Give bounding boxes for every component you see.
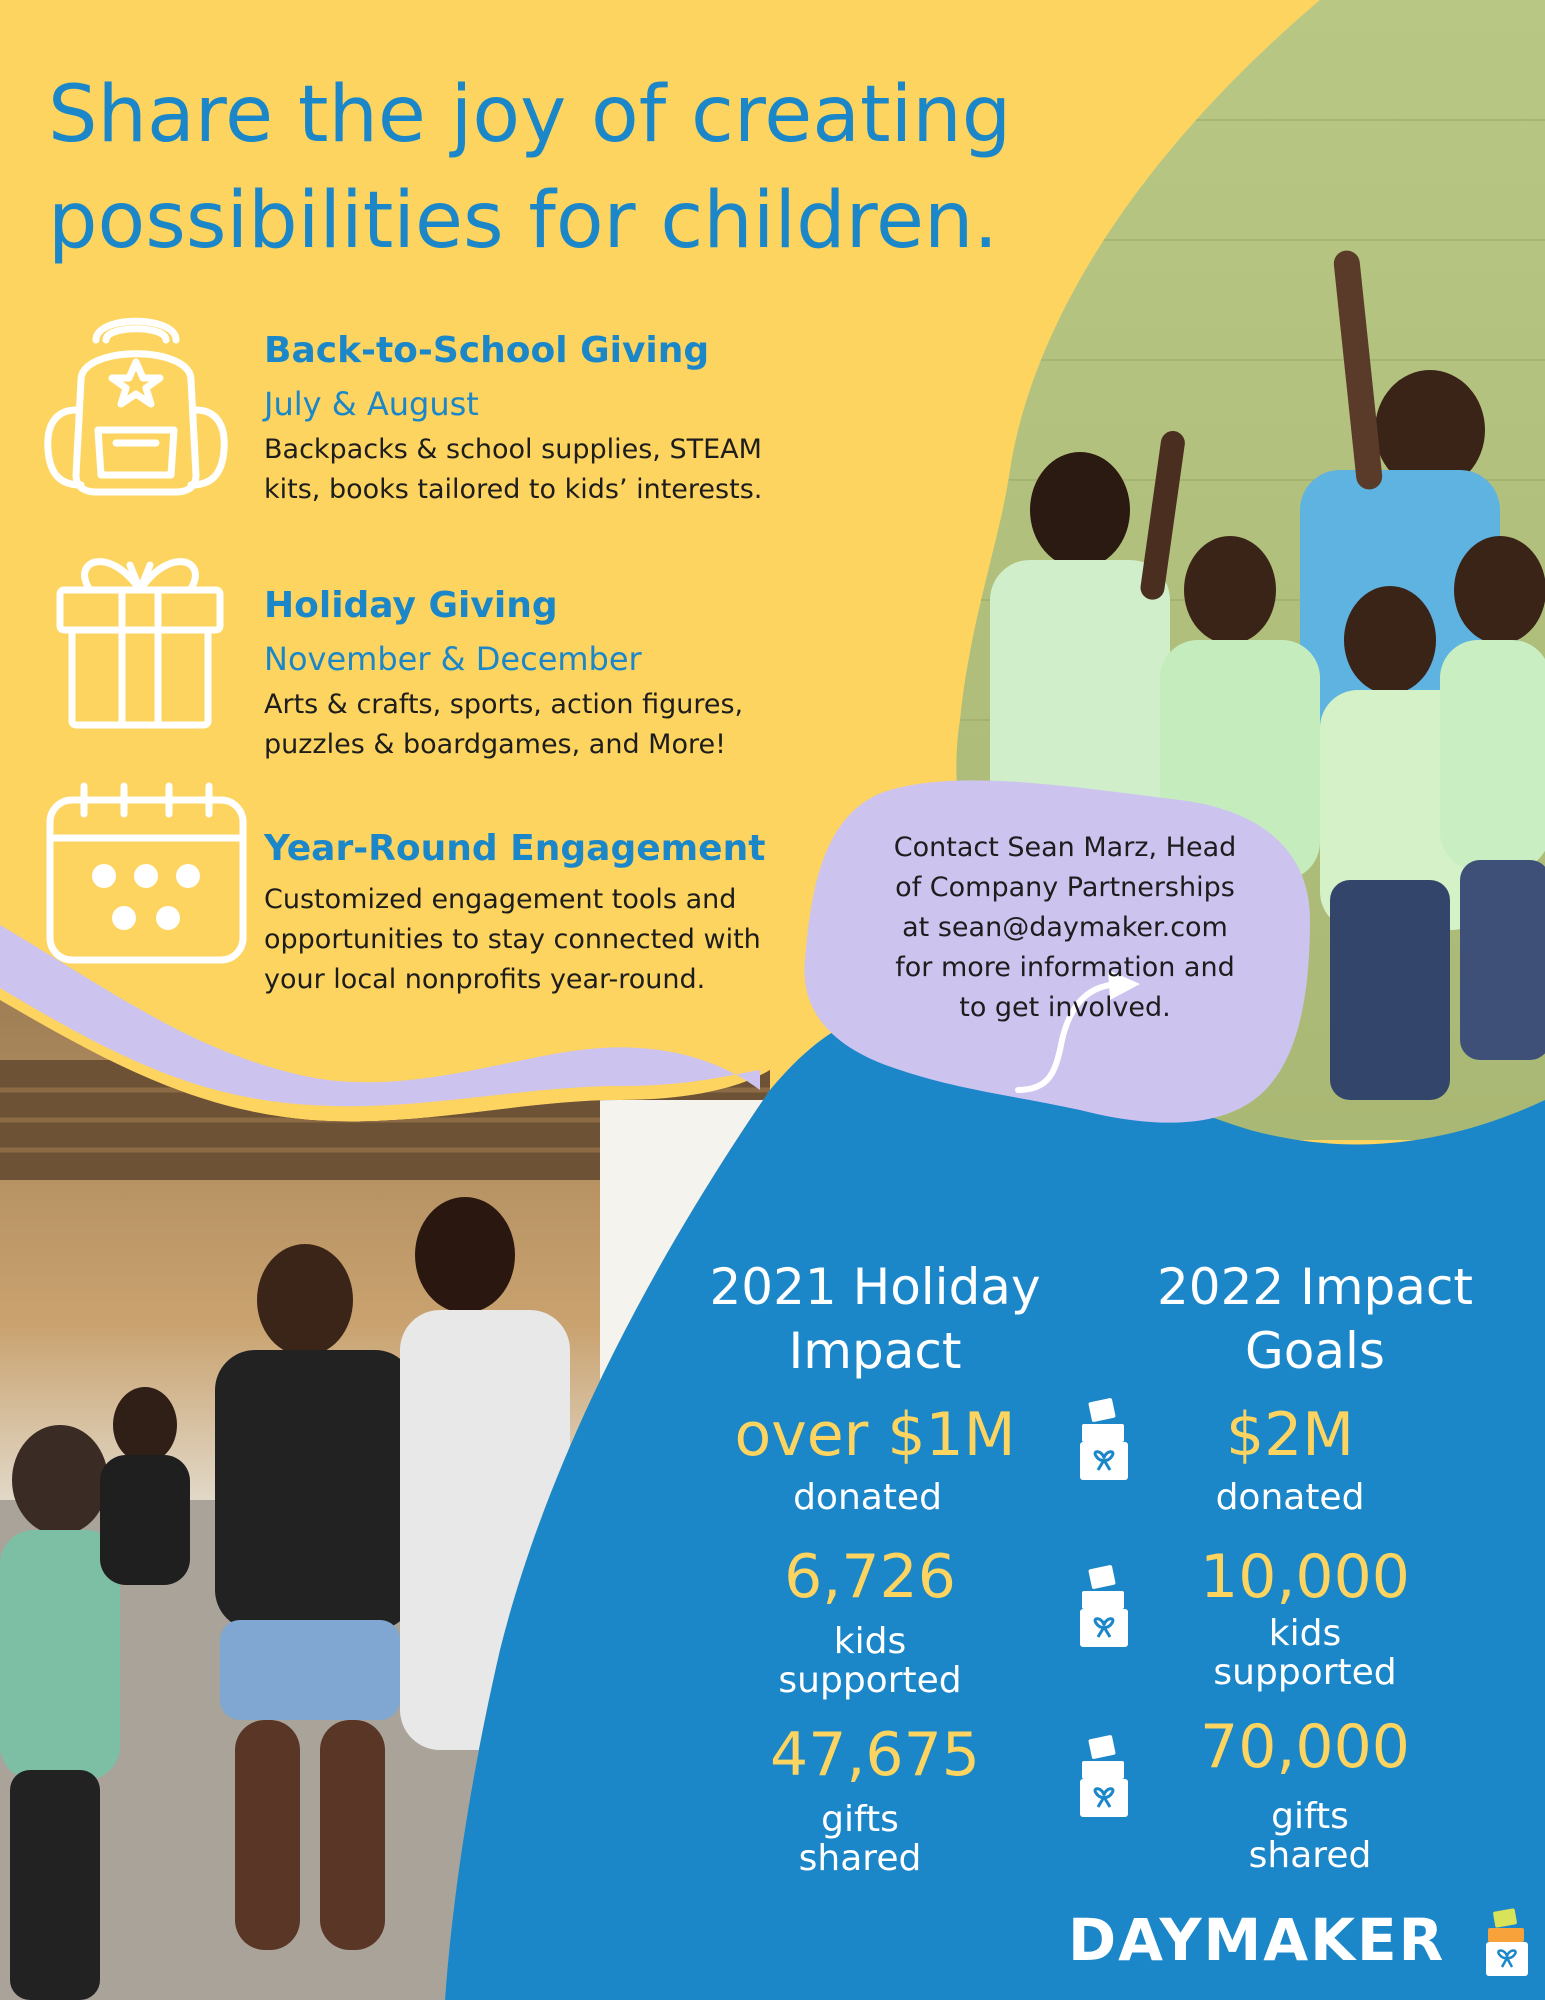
backpack-icon xyxy=(36,300,236,500)
stat-2021-gifts-label-line2: shared xyxy=(798,1838,922,1879)
stat-2021-kids-label-line1: kids xyxy=(833,1621,907,1662)
contact-text: Contact Sean Marz, Head of Company Partnerships at sean@daymaker.com for more information and to get involved. xyxy=(893,832,1237,1023)
gift-icon xyxy=(50,535,230,735)
impact-heading-2021 xyxy=(690,1255,1060,1383)
section-subtitle-holiday: November & December xyxy=(264,640,642,678)
section-title-holiday: Holiday Giving xyxy=(264,585,558,626)
section-body-holiday: Arts & crafts, sports, action figures, puzzles & boardgames, and More! xyxy=(264,689,744,760)
stat-2021-gifts-value: 47,675 xyxy=(770,1720,980,1790)
gift-box-icon xyxy=(1078,1565,1132,1649)
stat-2021-gifts-label xyxy=(690,1800,1030,1878)
stat-2022-gifts-value: 70,000 xyxy=(1200,1712,1410,1782)
section-subtitle-back-to-school: July & August xyxy=(264,385,479,423)
daymaker-logo-icon xyxy=(1484,1908,1530,1978)
section-title-year-round: Year-Round Engagement xyxy=(264,828,766,869)
stat-2022-gifts-label-line1: gifts xyxy=(1271,1796,1349,1837)
impact-heading-2022-line2: Goals xyxy=(1245,1322,1385,1380)
stat-2022-kids-label xyxy=(1130,1614,1480,1692)
impact-heading-2022-line1: 2022 Impact xyxy=(1156,1258,1474,1316)
stat-2021-donated-value: over $1M xyxy=(734,1400,1016,1470)
stat-2022-kids-label-line2: supported xyxy=(1213,1652,1397,1693)
section-body-back-to-school: Backpacks & school supplies, STEAM kits, books tailored to kids’ interests. xyxy=(264,434,763,505)
stat-2021-kids-label-line2: supported xyxy=(778,1660,962,1701)
stat-2022-gifts-label-line2: shared xyxy=(1248,1835,1372,1876)
stat-2022-kids-value: 10,000 xyxy=(1200,1542,1410,1612)
daymaker-logo: DAYMAKER xyxy=(1068,1906,1446,1974)
headline: Share the joy of creating possibilities for children. xyxy=(48,70,1012,266)
stat-2021-gifts-label-line1: gifts xyxy=(821,1799,899,1840)
gift-box-icon xyxy=(1078,1398,1132,1482)
impact-heading-2021-line2: Impact xyxy=(788,1322,962,1380)
impact-heading-2021-line1: 2021 Holiday xyxy=(709,1258,1041,1316)
calendar-icon xyxy=(44,778,249,968)
stat-2022-donated-label: donated xyxy=(1215,1477,1365,1518)
stat-2022-gifts-label xyxy=(1135,1797,1485,1875)
impact-heading-2022 xyxy=(1130,1255,1500,1383)
stat-2021-donated-label: donated xyxy=(793,1477,942,1518)
gift-box-icon xyxy=(1078,1735,1132,1819)
stat-2022-donated-value: $2M xyxy=(1225,1400,1355,1470)
section-body-year-round: Customized engagement tools and opportunities to stay connected with your local nonprofits year-round. xyxy=(264,884,761,995)
stat-2021-kids-label xyxy=(700,1622,1040,1700)
stat-2021-kids-value: 6,726 xyxy=(784,1542,956,1612)
section-title-back-to-school: Back-to-School Giving xyxy=(264,330,710,371)
stat-2022-kids-label-line1: kids xyxy=(1268,1613,1342,1654)
